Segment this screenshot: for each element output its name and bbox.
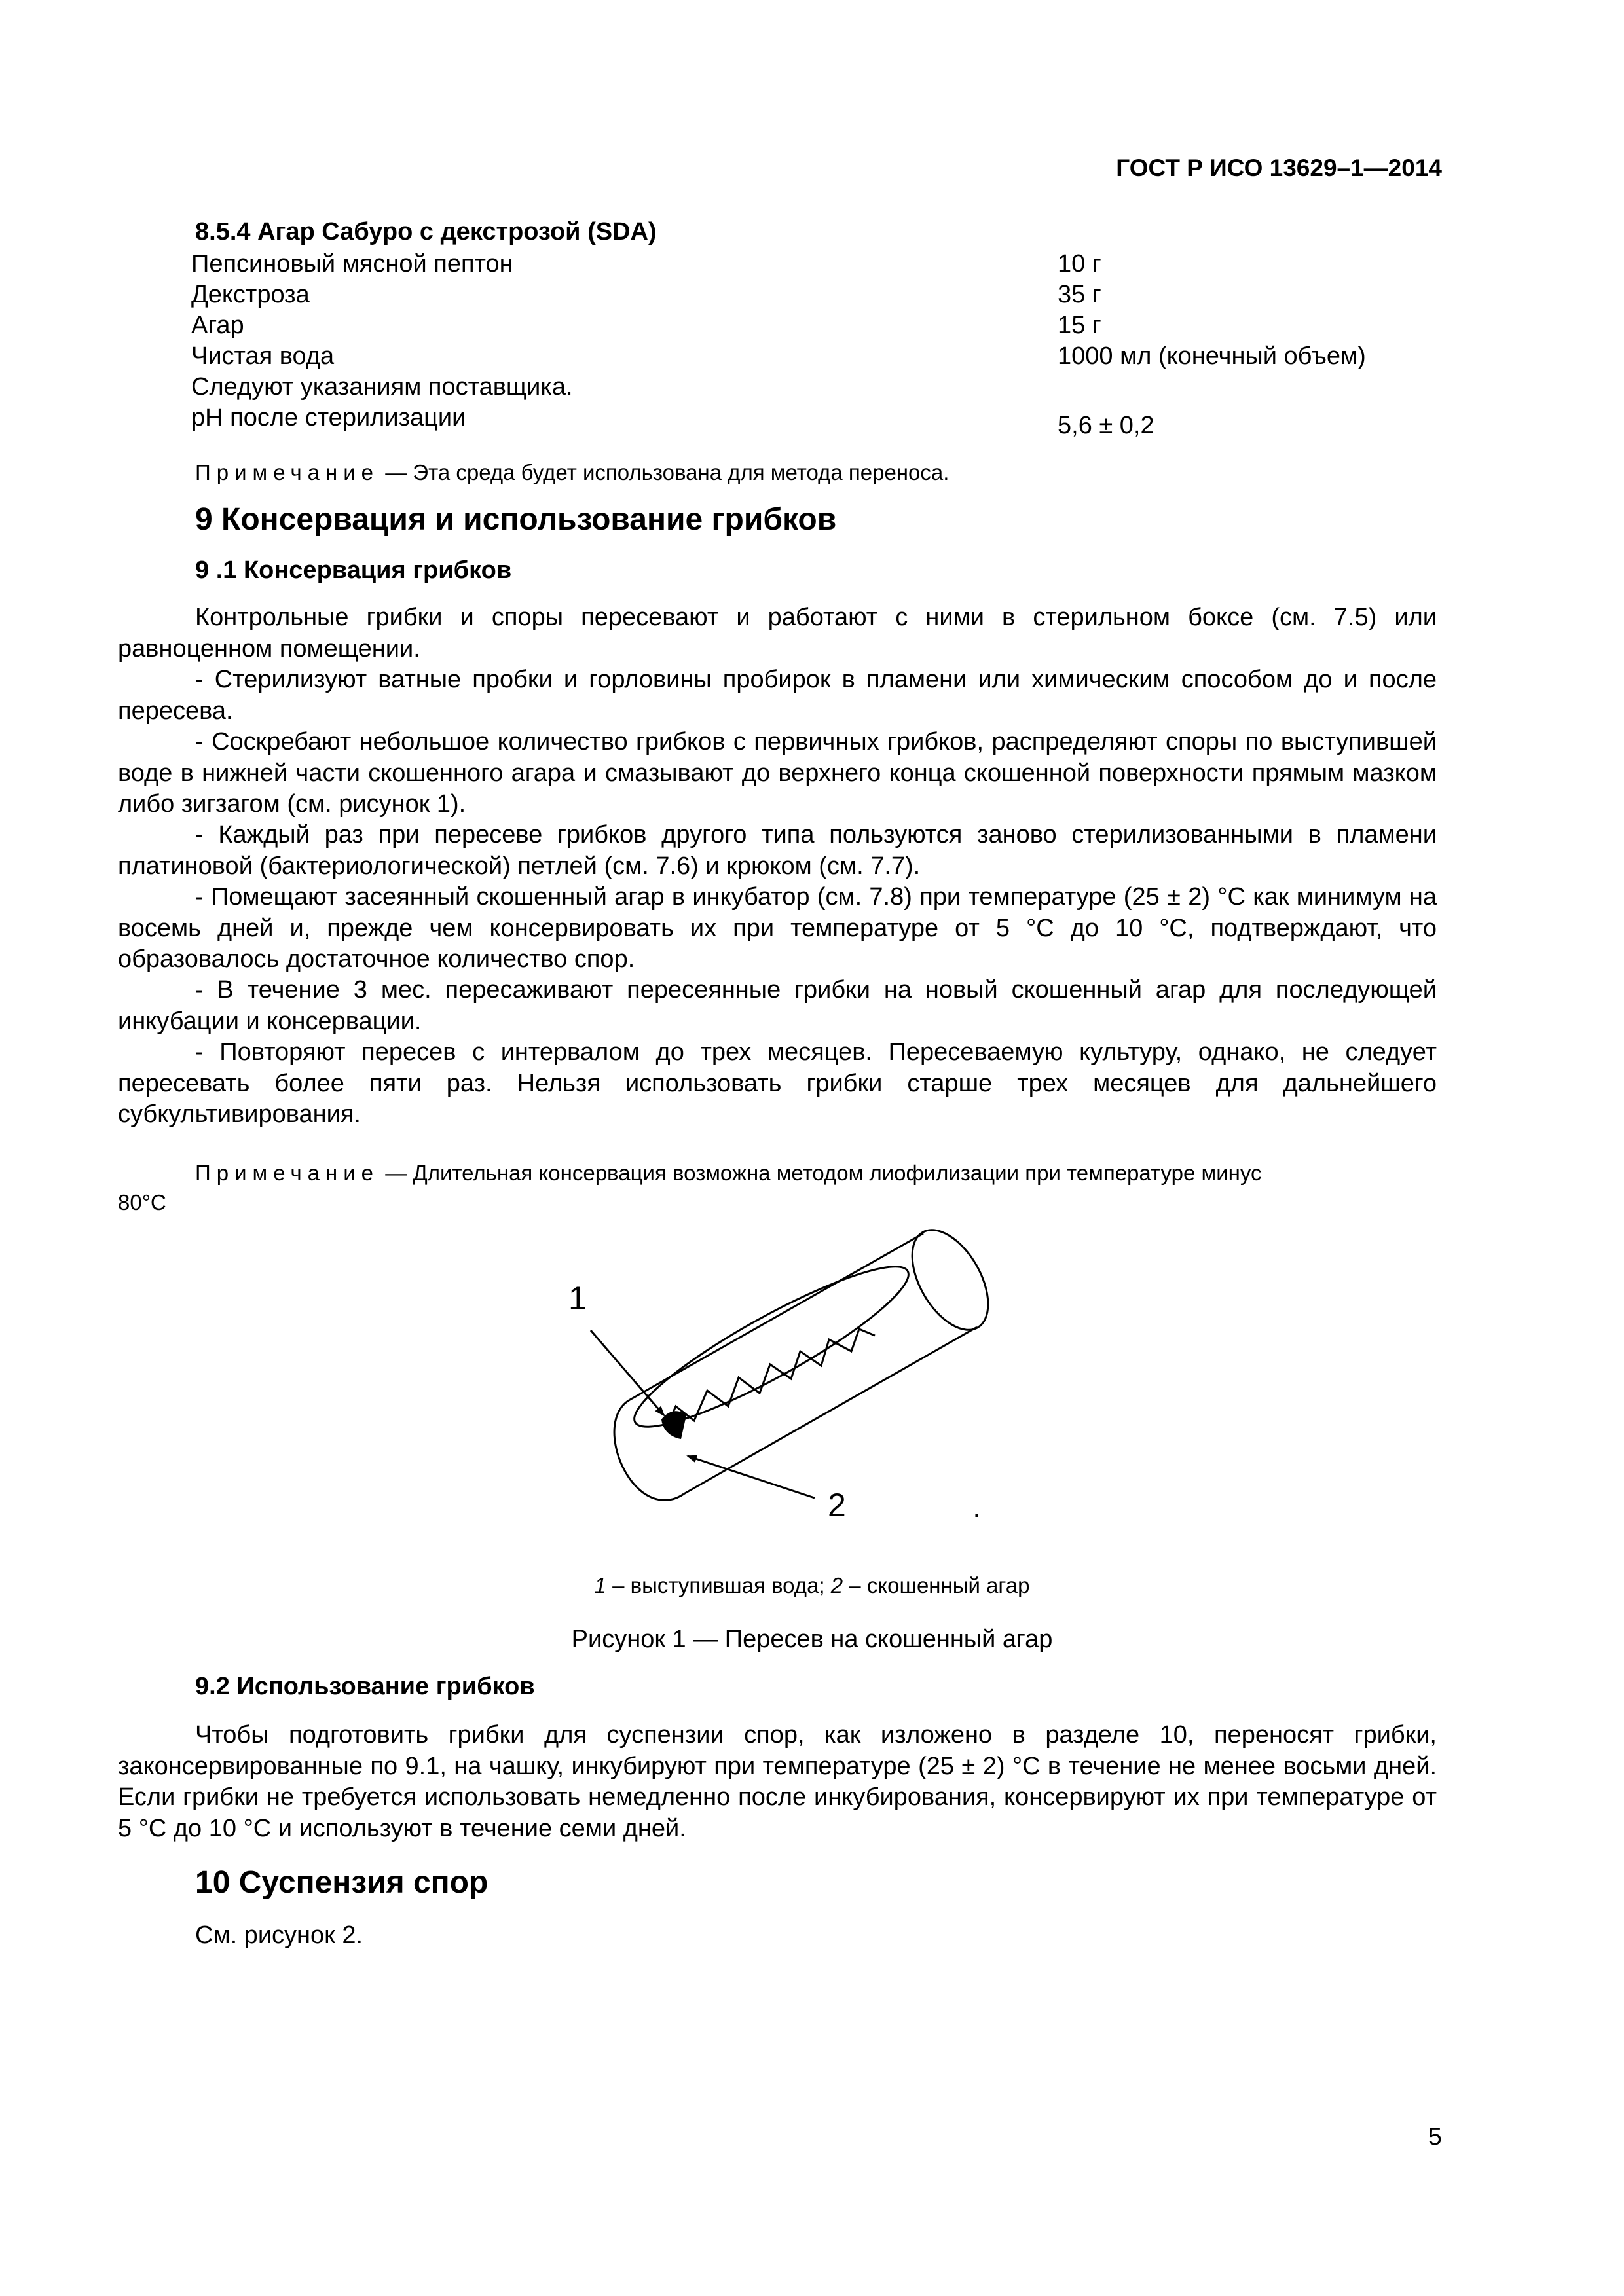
table-cell-label: Чистая вода <box>191 342 335 370</box>
table-cell-value: 1000 мл (конечный объем) <box>1058 342 1366 370</box>
note-label: Примечание <box>195 1161 380 1185</box>
note-91-continuation: 80°С <box>118 1190 166 1214</box>
table-cell-label: pH после стерилизации <box>191 404 466 431</box>
paragraph-text: - Повторяют пересев с интервалом до трех месяцев. Пересеваемую культуру, однако, не следует пересевать более пяти раз. Нельзя использовать грибки старше трех месяцев для дальнейшего субкультивирования. <box>118 1038 1437 1128</box>
section-10-title: 10 Суспензия спор <box>195 1865 489 1900</box>
test-tube-drawing <box>614 1217 1004 1500</box>
table-cell-value: 35 г <box>1058 281 1101 308</box>
note-text: — Эта среда будет использована для метода переноса. <box>385 460 950 484</box>
paragraph-text: Чтобы подготовить грибки для суспензии спор, как изложено в разделе 10, переносят грибки, законсервированные по 9.1, на чашку, инкубируют при температуре (25 ± 2) °С в течение не менее восьми дней. Если грибки не требуется использовать немедленно после инкубирования, консервируют их при температуре от 5 °С до 10 °С и используют в течение семи дней. <box>118 1721 1437 1842</box>
table-cell-label: Пепсиновый мясной пептон <box>191 250 513 278</box>
table-cell-label: Декстроза <box>191 281 310 308</box>
section-10-text: См. рисунок 2. <box>195 1922 363 1949</box>
table-cell-label: Агар <box>191 312 244 339</box>
paragraph-text: Контрольные грибки и споры пересевают и работают с ними в стерильном боксе (см. 7.5) или равноценном помещении. <box>118 604 1437 663</box>
document-header: ГОСТ Р ИСО 13629–1—2014 <box>1116 155 1442 181</box>
paragraph-text: - Помещают засеянный скошенный агар в инкубатор (см. 7.8) при температуре (25 ± 2) °С как минимум на восемь дней и, прежде чем консервировать их при температуре от 5 °С до 10 °С, подтверждают, что образовалось достаточное количество спор. <box>118 883 1437 973</box>
figure-caption: Рисунок 1 — Пересев на скошенный агар <box>571 1626 1053 1653</box>
page-number: 5 <box>1428 2123 1442 2151</box>
legend-2-text: – скошенный агар <box>849 1573 1030 1597</box>
legend-2-number: 2 <box>830 1573 843 1597</box>
section-854-title: 8.5.4 Агар Сабуро с декстрозой (SDA) <box>195 218 657 246</box>
stray-dot: . <box>973 1495 980 1523</box>
section-91-title: 9 .1 Консервация грибков <box>195 556 512 584</box>
table-cell-label: Следуют указаниям поставщика. <box>191 373 573 401</box>
paragraph <box>118 1720 1437 1844</box>
table-cell-value: 10 г <box>1058 250 1101 278</box>
callout-arrow-1 <box>591 1330 664 1415</box>
note-label: Примечание <box>195 460 380 484</box>
legend-1-text: – выступившая вода; <box>612 1573 825 1597</box>
note-text: — Длительная консервация возможна методом лиофилизации при температуре минус <box>385 1161 1262 1185</box>
paragraph-text: - Каждый раз при пересеве грибков другого типа пользуются заново стерилизованными в пламени платиновой (бактериологической) петлей (см. 7.6) и крюком (см. 7.7). <box>118 821 1437 880</box>
legend-1-number: 1 <box>594 1573 606 1597</box>
table-cell-value: 5,6 ± 0,2 <box>1058 412 1154 439</box>
section-92-title: 9.2 Использование грибков <box>195 1673 535 1700</box>
paragraph-text: - Стерилизуют ватные пробки и горловины пробирок в пламени или химическим способом до и после пересева. <box>118 666 1437 725</box>
paragraph-text: - Соскребают небольшое количество грибков с первичных грибков, распределяют споры по выступившей воде в нижней части скошенного агара и смазывают до верхнего конца скошенной поверхности прямым мазком либо зигзагом (см. рисунок 1). <box>118 728 1437 818</box>
callout-arrow-2 <box>688 1456 815 1498</box>
zigzag-streak <box>665 1329 875 1429</box>
callout-label-2: 2 <box>828 1487 846 1523</box>
figure-legend <box>0 1573 1624 1598</box>
tube-open-end <box>896 1217 1004 1342</box>
paragraph-text: - В течение 3 мес. пересаживают пересеянные грибки на новый скошенный агар для последующей инкубации и консервации. <box>118 976 1437 1035</box>
section-9-title: 9 Консервация и использование грибков <box>195 502 837 537</box>
table-cell-value: 15 г <box>1058 312 1101 339</box>
water-drop-fill <box>661 1411 686 1439</box>
callout-label-1: 1 <box>568 1280 587 1317</box>
